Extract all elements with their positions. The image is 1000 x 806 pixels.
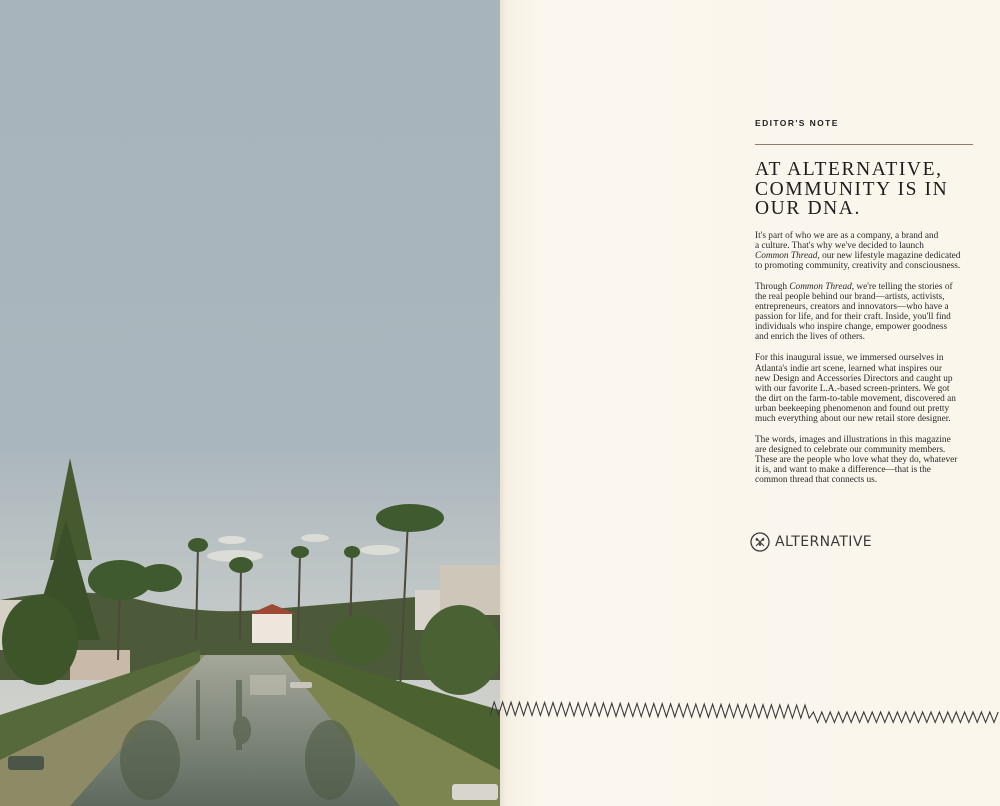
body-line: passion for life, and for their craft. Inside, you'll find	[755, 312, 951, 323]
body-paragraph	[755, 231, 975, 271]
editors-note-page	[500, 0, 1000, 806]
body-line: Atlanta's indie art scene, learned what inspires our	[755, 363, 943, 374]
body-line: with our favorite L.A.-based screen-printers. We got	[755, 383, 950, 394]
body-line: The words, images and illustrations in this magazine	[755, 435, 951, 446]
section-kicker: EDITOR'S NOTE	[755, 118, 839, 128]
body-line: much everything about our new retail store designer.	[755, 414, 951, 424]
body-line: individuals who inspire change, empower goodness	[755, 322, 948, 333]
magazine-title: Common Thread	[789, 281, 852, 292]
alternative-logo-icon	[750, 532, 770, 552]
body-line: These are the people who love what they do, whatever	[755, 455, 958, 466]
body-line: to promoting community, creativity and consciousness.	[755, 260, 961, 271]
body-line: a culture. That's why we've decided to launch	[755, 240, 924, 251]
headline	[755, 160, 975, 219]
kicker-divider	[755, 144, 973, 145]
stitched-thread-decoration	[490, 690, 1000, 740]
magazine-title: Common Thread	[755, 250, 818, 261]
article-body	[755, 231, 975, 486]
body-paragraph	[755, 435, 975, 485]
body-line: it is, and want to make a difference—that is the	[755, 465, 931, 476]
body-line: and enrich the lives of others.	[755, 332, 865, 343]
brand-logo	[750, 532, 872, 552]
body-line: the real people behind our brand—artists, activists,	[755, 291, 945, 302]
headline-line: AT ALTERNATIVE,	[755, 159, 943, 180]
headline-line: COMMUNITY IS IN	[755, 178, 949, 200]
headline-line: OUR DNA.	[755, 198, 861, 219]
body-line: Common Thread, our new lifestyle magazine dedicated	[755, 250, 961, 261]
body-line: common thread that connects us.	[755, 475, 878, 486]
body-paragraph	[755, 353, 975, 424]
body-paragraph	[755, 282, 975, 343]
brand-logo-text: ALTERNATIVE	[775, 534, 873, 550]
body-line: For this inaugural issue, we immersed ourselves in	[755, 353, 944, 364]
body-line: urban beekeeping phenomenon and found out pretty	[755, 403, 950, 414]
body-line: the dirt on the farm-to-table movement, discovered an	[755, 393, 956, 404]
body-line: It's part of who we are as a company, a brand and	[755, 230, 939, 241]
body-line: entrepreneurs, creators and innovators—who have a	[755, 302, 949, 313]
body-line: Through Common Thread, we're telling the stories of	[755, 281, 953, 292]
body-line: new Design and Accessories Directors and caught up	[755, 373, 953, 384]
body-line: are designed to celebrate our community members.	[755, 445, 946, 456]
editors-note-column	[755, 118, 975, 486]
